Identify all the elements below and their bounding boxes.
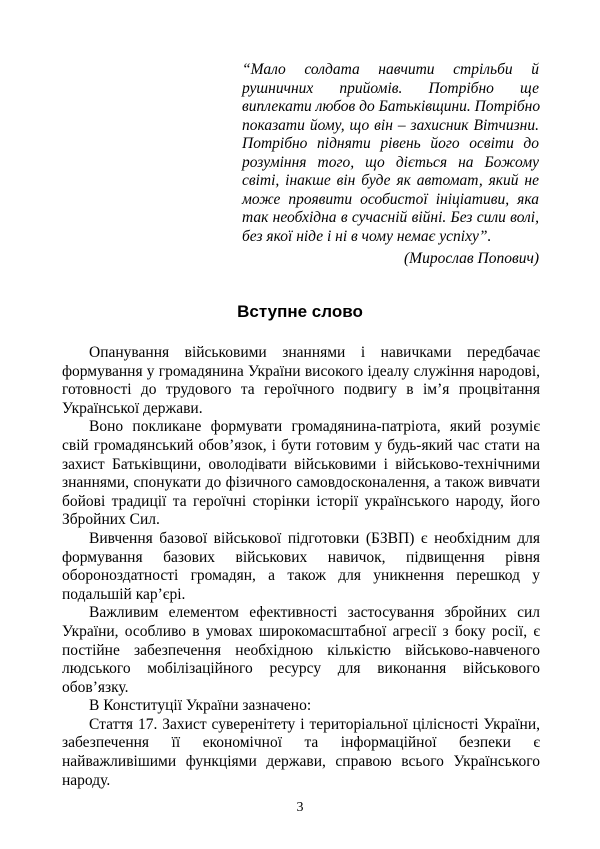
paragraph <box>62 697 540 716</box>
section-heading: Вступне слово <box>237 302 363 321</box>
text-line: людського мобілізаційного ресурсу для виконання військового <box>62 660 540 678</box>
text-line: В Конституції України зазначено: <box>89 697 312 715</box>
text-line: обов’язку. <box>62 678 129 696</box>
epigraph-line: виплекати любов до Батьківщини. Потрібно <box>242 98 541 115</box>
text-line: обороноздатності громадян, а також для уникнення перешкод у <box>62 567 540 585</box>
text-line: найважливішими функціями держави, справою всього Українського <box>62 753 540 771</box>
epigraph-line: показати йому, що він – захисник Вітчизни. <box>242 116 539 134</box>
epigraph-line: рушничних прийомів. Потрібно ще <box>242 79 539 97</box>
epigraph-quote <box>242 61 539 246</box>
text-line: знаннями, спонукати до фізичного самовдосконалення, а також вивчати <box>62 474 540 492</box>
text-line: бойові традиції та героїчні сторінки історії українського народу, його <box>62 492 540 510</box>
text-line: народу. <box>62 771 111 789</box>
epigraph-line: так необхідна в сучасній війні. Без сили волі, <box>242 209 539 226</box>
text-line: формування у громадянина України високого ідеалу служіння народові, <box>62 362 540 380</box>
epigraph-line: світі, інакше він буде як автомат, який не <box>242 172 539 189</box>
epigraph-line: Потрібно підняти рівень його освіти до <box>242 135 539 152</box>
body-text <box>62 344 540 790</box>
paragraph <box>62 418 540 530</box>
text-line: постійне забезпечення необхідною кількістю військово-навченого <box>62 641 540 659</box>
text-line: Української держави. <box>62 399 203 417</box>
text-line: Важливим елементом ефективності застосування збройних сил <box>89 604 540 622</box>
text-line: Збройних Сил. <box>62 511 160 529</box>
text-line: Воно покликане формувати громадянина-патріота, який розуміє <box>89 418 540 436</box>
epigraph-line: розуміння того, що діється на Божому <box>242 153 539 171</box>
text-line: подальшій кар’єрі. <box>62 585 186 603</box>
paragraph <box>62 716 540 790</box>
text-line: формування базових військових навичок, підвищення рівня <box>62 548 540 566</box>
paragraph <box>62 530 540 604</box>
text-line: Стаття 17. Захист суверенітету і територіальної цілісності України, <box>89 715 540 733</box>
text-line: захист Батьківщини, оволодівати військовими і військово-технічними <box>62 455 540 473</box>
paragraph <box>62 344 540 418</box>
epigraph-line: “Мало солдата навчити стрільби й <box>242 61 539 78</box>
epigraph-author: (Мирослав Попович) <box>404 250 539 267</box>
epigraph-line: може проявити особистої ініціативи, яка <box>242 190 539 208</box>
text-line: Опанування військовими знаннями і навичками передбачає <box>89 344 540 361</box>
text-line: України, особливо в умовах широкомасштабної агресії з боку росії, є <box>62 622 540 640</box>
text-line: Вивчення базової військової підготовки (БЗВП) є необхідним для <box>89 529 540 547</box>
text-line: свій громадянський обов’язок, і бути готовим у будь-який час стати на <box>62 436 540 454</box>
page-number: 3 <box>296 800 304 815</box>
text-line: готовності до трудового та героїчного подвигу в ім’я процвітання <box>62 381 540 399</box>
epigraph-line: без якої ніде і ні в чому немає успіху”. <box>242 227 492 245</box>
text-line: забезпечення її економічної та інформаційної безпеки є <box>62 734 540 752</box>
paragraph <box>62 604 540 697</box>
